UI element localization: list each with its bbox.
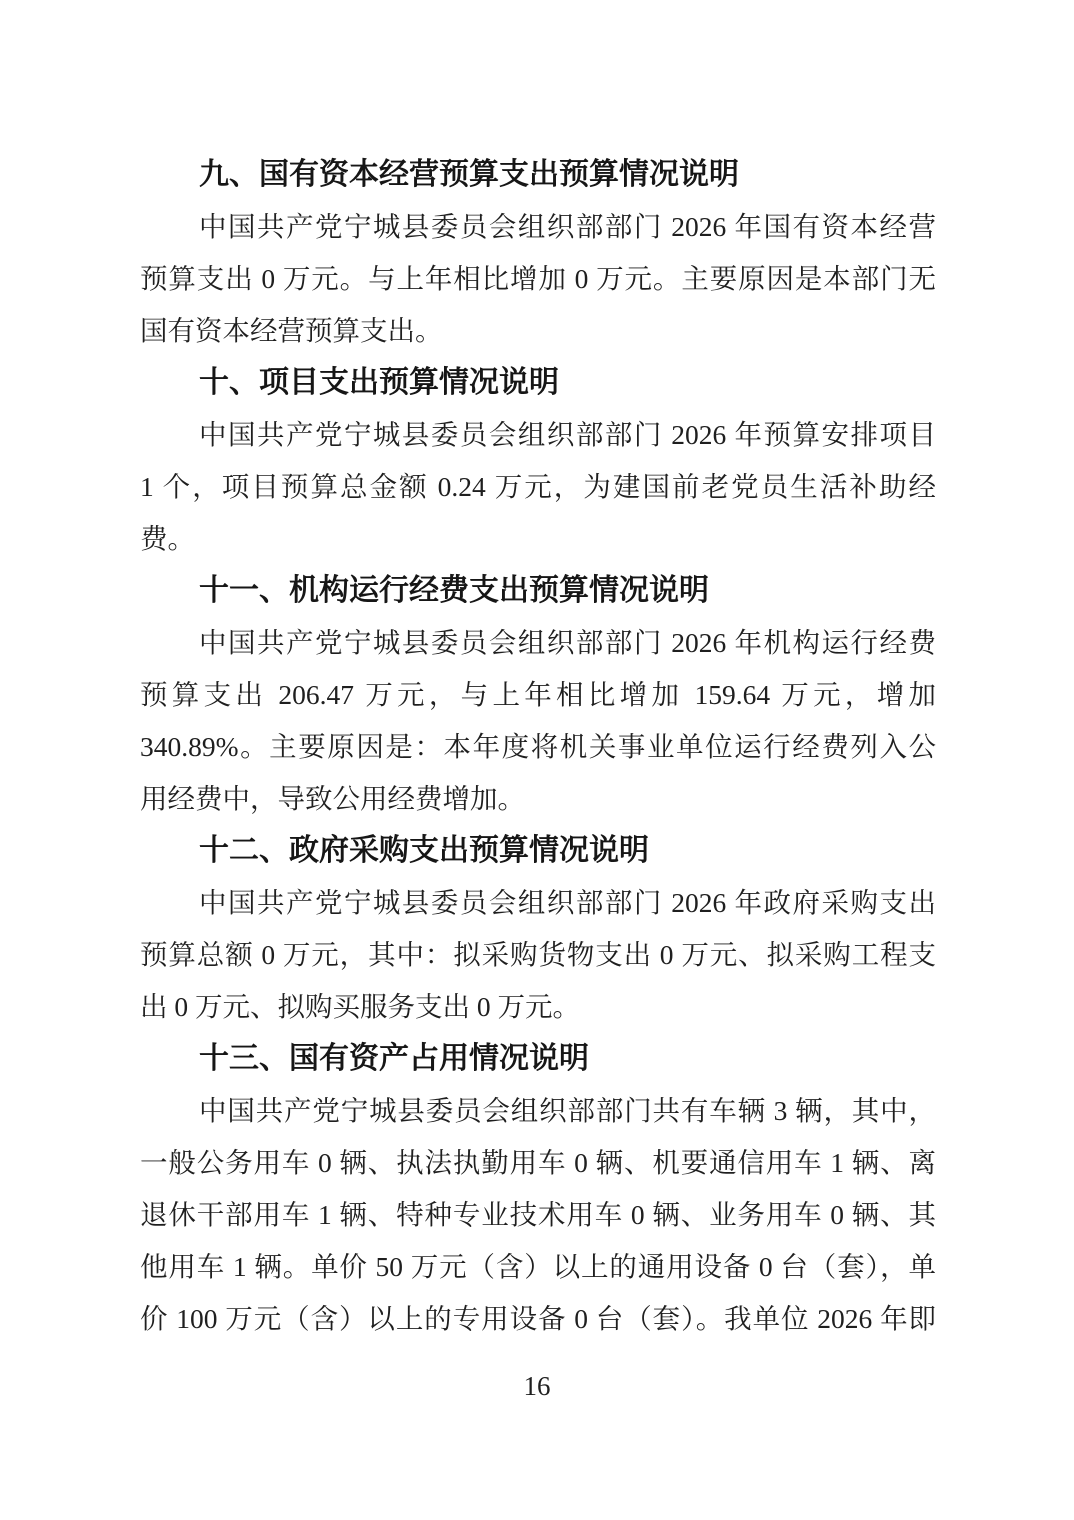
budget-section <box>140 825 936 1033</box>
section-heading: 十、项目支出预算情况说明 <box>199 366 559 399</box>
page-number: 16 <box>523 1371 551 1401</box>
paragraph-line: 预算总额 0 万元，其中：拟采购货物支出 0 万元、拟采购工程支 <box>140 939 936 970</box>
paragraph-line: 费。 <box>140 523 195 554</box>
paragraph-line: 一般公务用车 0 辆、执法执勤用车 0 辆、机要通信用车 1 辆、离 <box>140 1147 936 1178</box>
section-heading: 十二、政府采购支出预算情况说明 <box>199 834 649 867</box>
document-body <box>140 149 936 1345</box>
section-heading: 十一、机构运行经费支出预算情况说明 <box>199 574 709 607</box>
paragraph-line: 中国共产党宁城县委员会组织部部门 2026 年国有资本经营 <box>199 211 936 242</box>
budget-section <box>140 1033 936 1345</box>
budget-section <box>140 565 936 825</box>
paragraph-line: 预算支出 0 万元。与上年相比增加 0 万元。主要原因是本部门无 <box>140 263 936 294</box>
paragraph-line: 预算支出 206.47 万元，与上年相比增加 159.64 万元，增加 <box>140 679 936 710</box>
paragraph-line: 中国共产党宁城县委员会组织部部门共有车辆 3 辆，其中， <box>199 1095 936 1126</box>
section-heading: 九、国有资本经营预算支出预算情况说明 <box>199 158 739 191</box>
budget-section <box>140 149 936 357</box>
paragraph-line: 中国共产党宁城县委员会组织部部门 2026 年政府采购支出 <box>199 887 936 918</box>
paragraph-line: 中国共产党宁城县委员会组织部部门 2026 年机构运行经费 <box>199 627 936 658</box>
paragraph-line: 退休干部用车 1 辆、特种专业技术用车 0 辆、业务用车 0 辆、其 <box>140 1199 936 1230</box>
paragraph-line: 1 个，项目预算总金额 0.24 万元，为建国前老党员生活补助经 <box>140 471 936 502</box>
paragraph-line: 价 100 万元（含）以上的专用设备 0 台（套）。我单位 2026 年即 <box>140 1303 936 1334</box>
section-heading: 十三、国有资产占用情况说明 <box>199 1042 589 1075</box>
paragraph-line: 中国共产党宁城县委员会组织部部门 2026 年预算安排项目 <box>199 419 936 450</box>
paragraph-line: 他用车 1 辆。单价 50 万元（含）以上的通用设备 0 台（套），单 <box>140 1251 936 1282</box>
paragraph-line: 用经费中，导致公用经费增加。 <box>140 783 525 814</box>
paragraph-line: 国有资本经营预算支出。 <box>140 315 443 346</box>
budget-section <box>140 357 936 565</box>
paragraph-line: 340.89%。主要原因是：本年度将机关事业单位运行经费列入公 <box>140 731 936 762</box>
paragraph-line: 出 0 万元、拟购买服务支出 0 万元。 <box>140 991 580 1022</box>
